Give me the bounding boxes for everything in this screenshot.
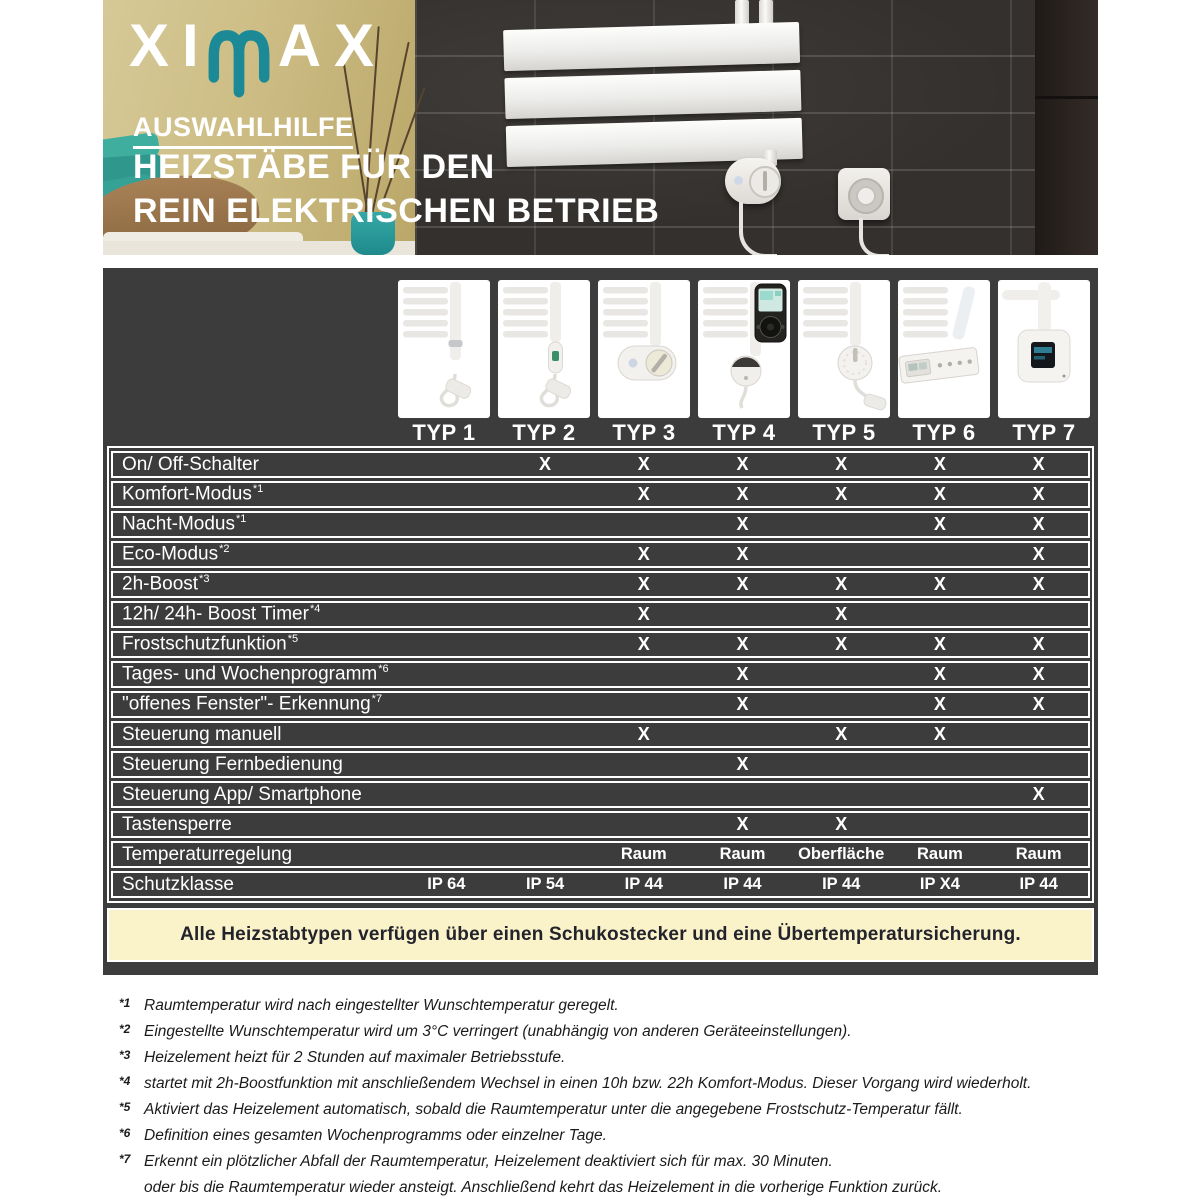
footnote-marker: *3 [119,1048,131,1062]
x-mark: X [933,694,946,714]
x-mark: X [835,604,848,624]
table-row [111,871,1090,898]
row-label: Temperaturregelung [122,843,293,865]
footnote-marker: *5 [119,1100,131,1114]
footnote-line [119,1075,1149,1093]
cell-value: IP 44 [1019,875,1058,893]
hero-title-line1: HEIZSTÄBE FÜR DEN [133,148,495,186]
hero-radiator-graphic [503,22,803,172]
footnote-marker: *1 [119,996,131,1010]
table-row [111,721,1090,748]
footnote-line [119,1049,1149,1067]
cell-value: IP 64 [427,875,466,893]
table-row [111,541,1090,568]
footnote-text: startet mit 2h-Boostfunktion mit anschließendem Wechsel in einen 10h bzw. 22h Komfort-Modus. Dieser Vorgang wird wiederholt. [144,1075,1032,1092]
x-mark: X [1032,484,1045,504]
product-typ-label: TYP 4 [712,420,776,445]
x-mark: X [736,814,749,834]
row-label: Eco-Modus$^{*2}$ [122,543,230,565]
x-mark: X [933,514,946,534]
cell-value: IP 54 [525,875,565,893]
x-mark: X [835,484,848,504]
x-mark: X [736,634,749,654]
footnote-marker: *6 [119,1126,131,1140]
x-mark: X [1032,454,1045,474]
ximax-logo-m-icon [204,14,274,110]
x-mark: X [1032,634,1045,654]
x-mark: X [637,544,650,564]
product-image-typ4 [698,280,790,418]
x-mark: X [933,724,946,744]
row-label: Steuerung App/ Smartphone [122,783,362,805]
note-bar [107,908,1094,962]
footnote-line [119,1127,1149,1145]
note-text: Alle Heizstabtypen verfügen über einen Schukostecker und eine Übertemperatursicherung. [180,924,1021,945]
product-image-typ7 [998,280,1090,418]
footnote-marker: *2 [119,1022,131,1036]
logo-text-prefix: XI [129,12,212,79]
footnote-text: Heizelement heizt für 2 Stunden auf maximaler Betriebsstufe. [144,1049,566,1066]
table-row [111,451,1090,478]
footnote-marker: *4 [119,1074,131,1088]
x-mark: X [539,454,552,474]
x-mark: X [933,484,946,504]
table-row [111,481,1090,508]
cell-value: Raum [719,845,766,863]
x-mark: X [637,454,650,474]
table-row [111,631,1090,658]
x-mark: X [1032,514,1045,534]
hero-cabinet-shelf [1035,96,1098,99]
x-mark: X [835,724,848,744]
logo-text-suffix: AX [277,12,388,79]
row-label: Steuerung Fernbedienung [122,753,343,775]
row-label: Komfort-Modus$^{*1}$ [122,483,264,505]
x-mark: X [1032,574,1045,594]
row-label: Frostschutzfunktion$^{*5}$ [122,633,299,655]
product-typ-label: TYP 3 [612,420,676,445]
cell-value: IP 44 [822,875,861,893]
table-row [111,571,1090,598]
x-mark: X [933,574,946,594]
hero-cabinet [1035,0,1098,255]
footnote-text: Aktiviert das Heizelement automatisch, sobald die Raumtemperatur unter die angegebene Frostschutz-Temperatur fällt. [144,1101,963,1118]
product-typ-label: TYP 5 [812,420,876,445]
x-mark: X [736,754,749,774]
product-image-typ2 [498,280,590,418]
row-label: Steuerung manuell [122,723,282,745]
power-cable-graphic [739,202,777,255]
x-mark: X [835,814,848,834]
product-typ-label: TYP 7 [1012,420,1076,445]
footnote-text: Definition eines gesamten Wochenprogramms oder einzelner Tage. [144,1127,607,1144]
socket-cable-graphic [859,218,889,255]
x-mark: X [933,454,946,474]
footnote-line [119,997,1149,1015]
x-mark: X [1032,694,1045,714]
footnote-marker [119,1176,144,1194]
x-mark: X [835,634,848,654]
table-row [111,841,1090,868]
row-label: "offenes Fenster"- Erkennung$^{*7}$ [122,693,383,715]
x-mark: X [736,484,749,504]
x-mark: X [933,664,946,684]
table-row [111,781,1090,808]
product-image-typ1 [398,280,490,418]
x-mark: X [835,574,848,594]
x-mark: X [933,634,946,654]
footnote-line [119,1153,1149,1171]
product-image-typ5 [798,280,890,418]
x-mark: X [1032,664,1045,684]
x-mark: X [637,724,650,744]
product-typ-label: TYP 6 [912,420,976,445]
cell-value: IP 44 [723,875,762,893]
feature-table [107,446,1094,903]
x-mark: X [637,634,650,654]
product-image-typ3 [598,280,690,418]
table-row [111,811,1090,838]
product-image-typ6 [898,280,990,418]
product-typ-label: TYP 1 [412,420,476,445]
x-mark: X [835,454,848,474]
table-row [111,601,1090,628]
control-dial-icon [749,166,781,198]
hero-title-line2: REIN ELEKTRISCHEN BETRIEB [133,192,660,230]
x-mark: X [736,544,749,564]
footnote-line [119,1101,1149,1119]
x-mark: X [736,664,749,684]
cell-value: IP X4 [919,875,960,893]
footnote-marker: *7 [119,1152,131,1166]
socket-plug [856,186,876,206]
radiator-slat [503,22,800,71]
x-mark: X [736,454,749,474]
x-mark: X [637,604,650,624]
radiator-slat [504,70,801,119]
x-mark: X [637,484,650,504]
footnotes [119,997,1149,1200]
cell-value: Oberfläche [798,845,885,863]
footnote-text: Raumtemperatur wird nach eingestellter Wunschtemperatur geregelt. [144,997,619,1014]
cell-value: Raum [917,845,963,863]
x-mark: X [1032,784,1045,804]
control-led [734,176,743,185]
hero-photo [103,0,1098,255]
row-label: 12h/ 24h- Boost Timer$^{*4}$ [122,603,321,625]
dial-slot [763,171,767,191]
x-mark: X [736,574,749,594]
hero-subtitle: AUSWAHLHILFE [133,112,353,149]
x-mark: X [736,514,749,534]
footnote-line [119,1179,1149,1197]
cell-value: Raum [620,845,667,863]
ximax-logo [129,14,387,110]
table-row [111,511,1090,538]
cell-value: Raum [1015,845,1062,863]
footnote-line [119,1023,1149,1041]
row-label: On/ Off-Schalter [122,453,259,475]
row-label: Schutzklasse [122,873,234,895]
row-label: Tages- und Wochenprogramm$^{*6}$ [122,663,389,685]
row-label: 2h-Boost$^{*3}$ [122,573,210,595]
row-label: Tastensperre [122,813,232,835]
x-mark: X [1032,544,1045,564]
footnote-text: Eingestellte Wunschtemperatur wird um 3°C verringert (unabhängig von anderen Geräteeinstellungen). [144,1023,852,1040]
heating-control-unit-graphic [725,158,781,204]
table-row [111,691,1090,718]
footnote-text: Erkennt ein plötzlicher Abfall der Raumtemperatur, Heizelement deaktiviert sich für max. 30 Minuten. [144,1153,833,1170]
table-row [111,751,1090,778]
cell-value: IP 44 [624,875,663,893]
x-mark: X [637,574,650,594]
product-typ-label: TYP 2 [512,420,576,445]
row-label: Nacht-Modus$^{*1}$ [122,513,247,535]
x-mark: X [736,694,749,714]
footnote-text: oder bis die Raumtemperatur wieder ansteigt. Anschließend kehrt das Heizelement in die vorherige Funktion zurück. [144,1179,943,1196]
table-row [111,661,1090,688]
wall-socket-graphic [838,168,890,220]
comparison-panel [103,268,1098,975]
